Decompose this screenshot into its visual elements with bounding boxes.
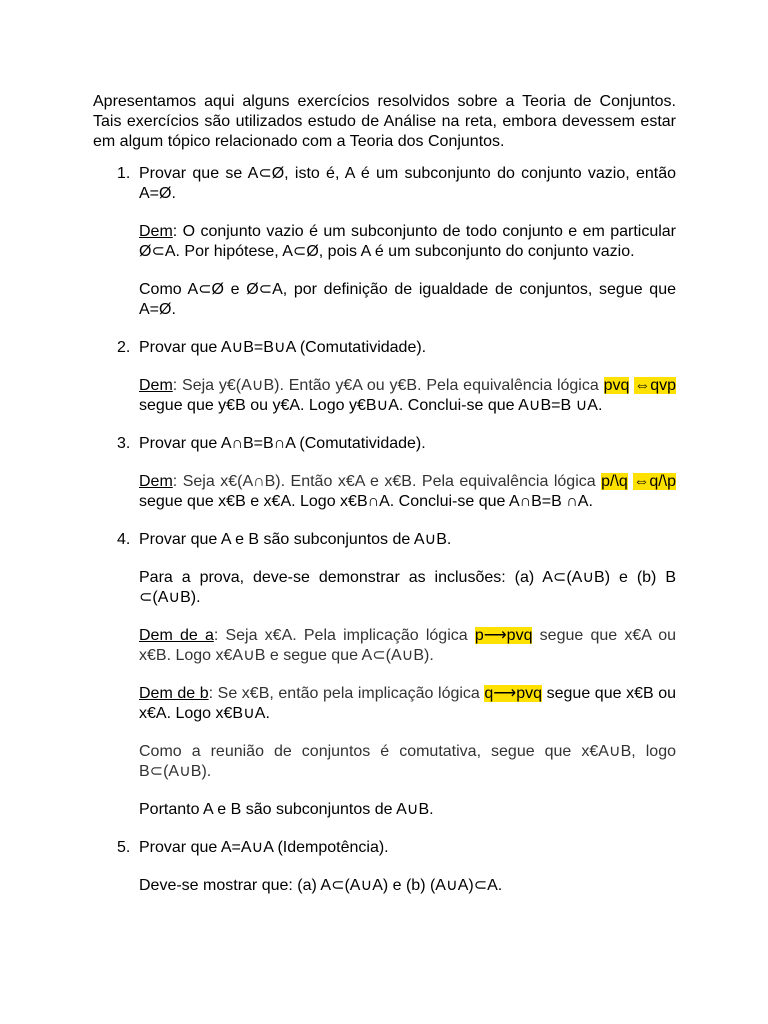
proof-text: segue que y€B ou y€A. Logo y€B∪A. Conclui-se que A∪B=B ∪A. [139, 397, 603, 414]
proof-paragraph [139, 684, 676, 724]
proof-text: : Seja y€(A∪B). Então y€A ou y€B. Pela equivalência lógica [172, 377, 604, 394]
highlight: ⇔qvp [634, 377, 676, 394]
highlight: p/\q [601, 473, 628, 490]
dem-label: Dem [139, 377, 173, 394]
item-number: 5. [117, 839, 131, 856]
dem-label: Dem de b [139, 685, 209, 702]
highlight: p⟶pvq [474, 627, 533, 644]
exercise-title: Provar que A=A∪A (Idempotência). [139, 839, 389, 856]
item-number: 2. [117, 339, 131, 356]
list-item [93, 338, 676, 416]
conclusion-paragraph: Como A⊂Ø e Ø⊂A, por definição de igualdade de conjuntos, segue que A=Ø. [139, 281, 676, 318]
proof-text: segue que x€B ou x€A. Logo x€B∪A. [139, 685, 677, 722]
exercise-title: Provar que A∩B=B∩A (Comutatividade). [139, 435, 426, 452]
intro-paragraph: Apresentamos aqui alguns exercícios resolvidos sobre a Teoria de Conjuntos. Tais exercícios são utilizados estudo de Análise na reta, embora devessem estar em algum tópico relacionado com a Teoria dos Conjuntos. [93, 93, 676, 150]
document-page [93, 92, 676, 914]
item-number: 1. [117, 165, 131, 182]
conclusion-paragraph: Portanto A e B são subconjuntos de A∪B. [139, 801, 434, 818]
exercise-title: Provar que A e B são subconjuntos de A∪B. [139, 531, 452, 548]
proof-text: : Se x€B, então pela implicação lógica [208, 685, 485, 702]
proof-paragraph [139, 472, 676, 512]
list-item [93, 164, 676, 320]
list-item [93, 434, 676, 512]
proof-paragraph [139, 626, 676, 666]
proof-intro: Para a prova, deve-se demonstrar as inclusões: (a) A⊂(A∪B) e (b) B ⊂(A∪B). [139, 569, 676, 606]
proof-text: : Seja x€A. Pela implicação lógica [213, 627, 475, 644]
proof-text: : Seja x€(A∩B). Então x€A e x€B. Pela equivalência lógica [172, 473, 602, 490]
dem-label: Dem [139, 473, 173, 490]
highlight: pvq [603, 377, 630, 394]
proof-text: segue que x€B e x€A. Logo x€B∩A. Conclui-se que A∩B=B ∩A. [139, 493, 593, 510]
exercise-title: Provar que se A⊂Ø, isto é, A é um subconjunto do conjunto vazio, então A=Ø. [139, 165, 676, 202]
highlight: ⇔q/\p [633, 473, 676, 490]
proof-intro: Deve-se mostrar que: (a) A⊂(A∪A) e (b) (A∪A)⊂A. [139, 877, 503, 894]
proof-paragraph [139, 222, 676, 262]
item-number: 4. [117, 531, 131, 548]
item-number: 3. [117, 435, 131, 452]
comm-paragraph: Como a reunião de conjuntos é comutativa, segue que x€A∪B, logo B⊂(A∪B). [139, 743, 676, 780]
proof-text: segue que x€A ou x€B. Logo x€A∪B e segue que A⊂(A∪B). [139, 627, 676, 664]
list-item [93, 530, 676, 820]
dem-label: Dem [139, 223, 173, 240]
dem-label: Dem de a [139, 627, 214, 644]
exercise-title: Provar que A∪B=B∪A (Comutatividade). [139, 339, 427, 356]
exercise-list [93, 164, 676, 896]
proof-paragraph [139, 376, 676, 416]
highlight: q⟶pvq [484, 685, 543, 702]
proof-text: : O conjunto vazio é um subconjunto de todo conjunto e em particular Ø⊂A. Por hipótese, A⊂Ø, pois A é um subconjunto do conjunto vazio. [139, 223, 676, 260]
list-item [93, 838, 676, 896]
